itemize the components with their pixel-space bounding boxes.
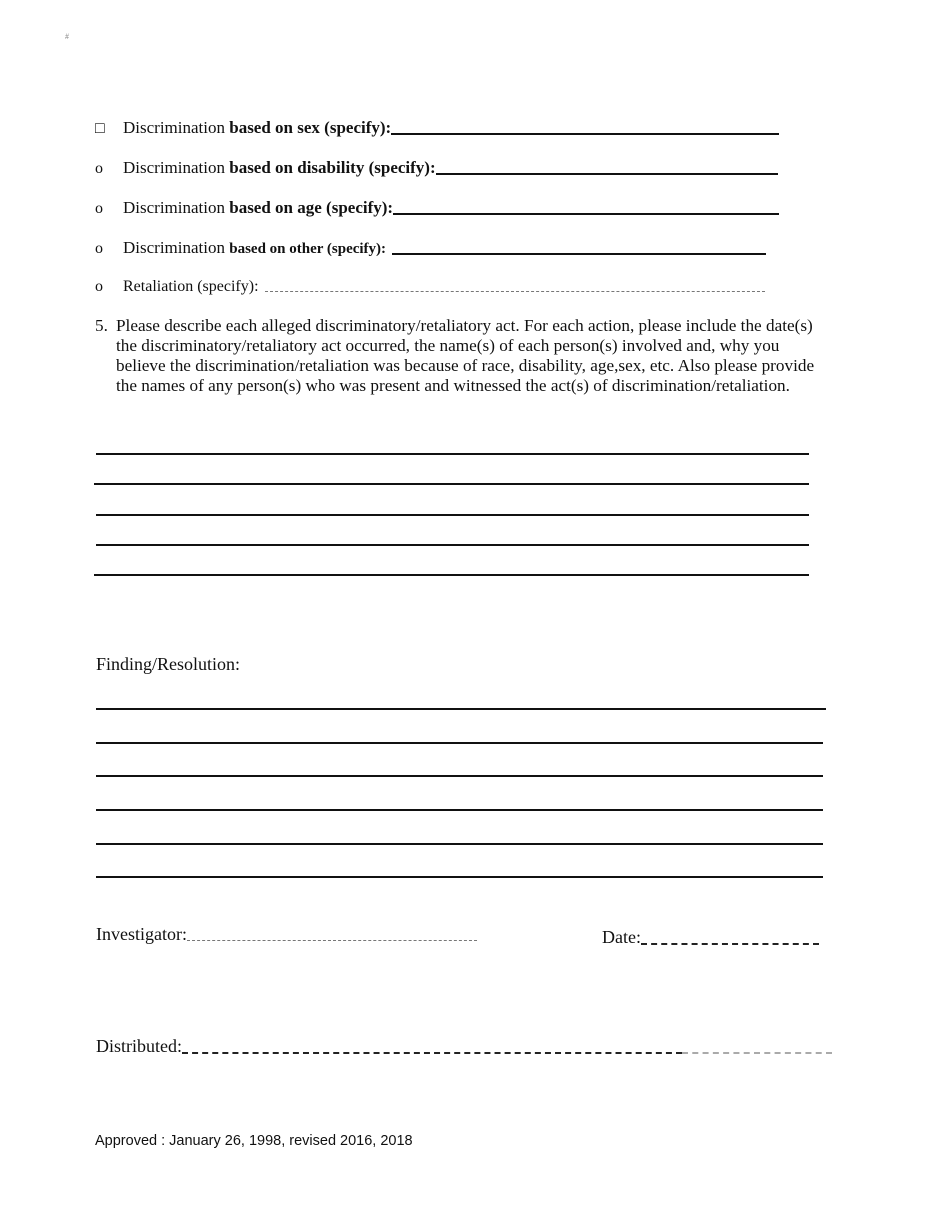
specify-other-field[interactable] <box>392 253 766 255</box>
row-lead: Discrimination <box>123 118 225 137</box>
distributed-field-tail[interactable] <box>682 1052 832 1054</box>
date-field[interactable] <box>641 943 819 945</box>
option-bullet-icon[interactable]: o <box>95 160 103 177</box>
specify-disability-field[interactable] <box>436 173 778 175</box>
finding-line[interactable] <box>96 809 823 811</box>
investigator-row <box>96 924 477 945</box>
investigator-label: Investigator: <box>96 924 187 944</box>
answer-line[interactable] <box>94 574 809 576</box>
checkbox-row-other[interactable] <box>95 234 766 258</box>
answer-line[interactable] <box>96 514 809 516</box>
row-lead: Discrimination <box>123 158 225 177</box>
checkbox-row-age[interactable] <box>95 194 779 218</box>
corner-mark: # <box>65 32 69 41</box>
finding-line[interactable] <box>96 742 823 744</box>
investigator-field[interactable] <box>187 940 477 941</box>
approval-footer: Approved : January 26, 1998, revised 2016, 2018 <box>95 1133 413 1149</box>
distributed-field[interactable] <box>182 1052 682 1054</box>
row-strong: based on age (specify): <box>229 198 394 217</box>
row-strong: based on sex (specify): <box>229 118 392 137</box>
answer-line[interactable] <box>96 453 809 455</box>
answer-line[interactable] <box>94 483 809 485</box>
checkbox-icon[interactable]: □ <box>95 120 105 137</box>
specify-retaliation-field[interactable] <box>265 291 765 292</box>
finding-line[interactable] <box>96 775 823 777</box>
finding-line[interactable] <box>96 708 826 710</box>
option-bullet-icon[interactable]: o <box>95 278 103 295</box>
row-lead: Discrimination <box>123 198 225 217</box>
checkbox-row-retaliation[interactable] <box>95 272 765 296</box>
specify-age-field[interactable] <box>393 213 779 215</box>
row-strong: based on other (specify): <box>229 241 387 257</box>
answer-line[interactable] <box>96 544 809 546</box>
date-label: Date: <box>602 927 641 947</box>
row-lead: Retaliation (specify): <box>123 278 259 295</box>
checkbox-row-sex[interactable] <box>95 114 779 138</box>
option-bullet-icon[interactable]: o <box>95 200 103 217</box>
question-5 <box>95 316 825 396</box>
checkbox-row-disability[interactable] <box>95 154 778 178</box>
question-text: Please describe each alleged discriminatory/retaliatory act. For each action, please include the date(s) the discriminatory/retaliatory act occurred, the name(s) of each person(s) involved and, why you believe the discrimination/retaliation was because of race, disability, age,sex, etc. Also please provide the names of any person(s) who was present and witnessed the act(s) of discrimination/retaliation. <box>116 316 815 395</box>
specify-sex-field[interactable] <box>391 133 779 135</box>
finding-line[interactable] <box>96 843 823 845</box>
finding-resolution-label: Finding/Resolution: <box>96 654 241 674</box>
distributed-label: Distributed: <box>96 1036 182 1056</box>
date-row <box>602 927 819 948</box>
option-bullet-icon[interactable]: o <box>95 240 103 257</box>
distributed-row <box>96 1036 832 1057</box>
row-strong: based on disability (specify): <box>229 158 436 177</box>
row-lead: Discrimination <box>123 238 225 257</box>
finding-line[interactable] <box>96 876 823 878</box>
question-number: 5. <box>95 316 108 335</box>
